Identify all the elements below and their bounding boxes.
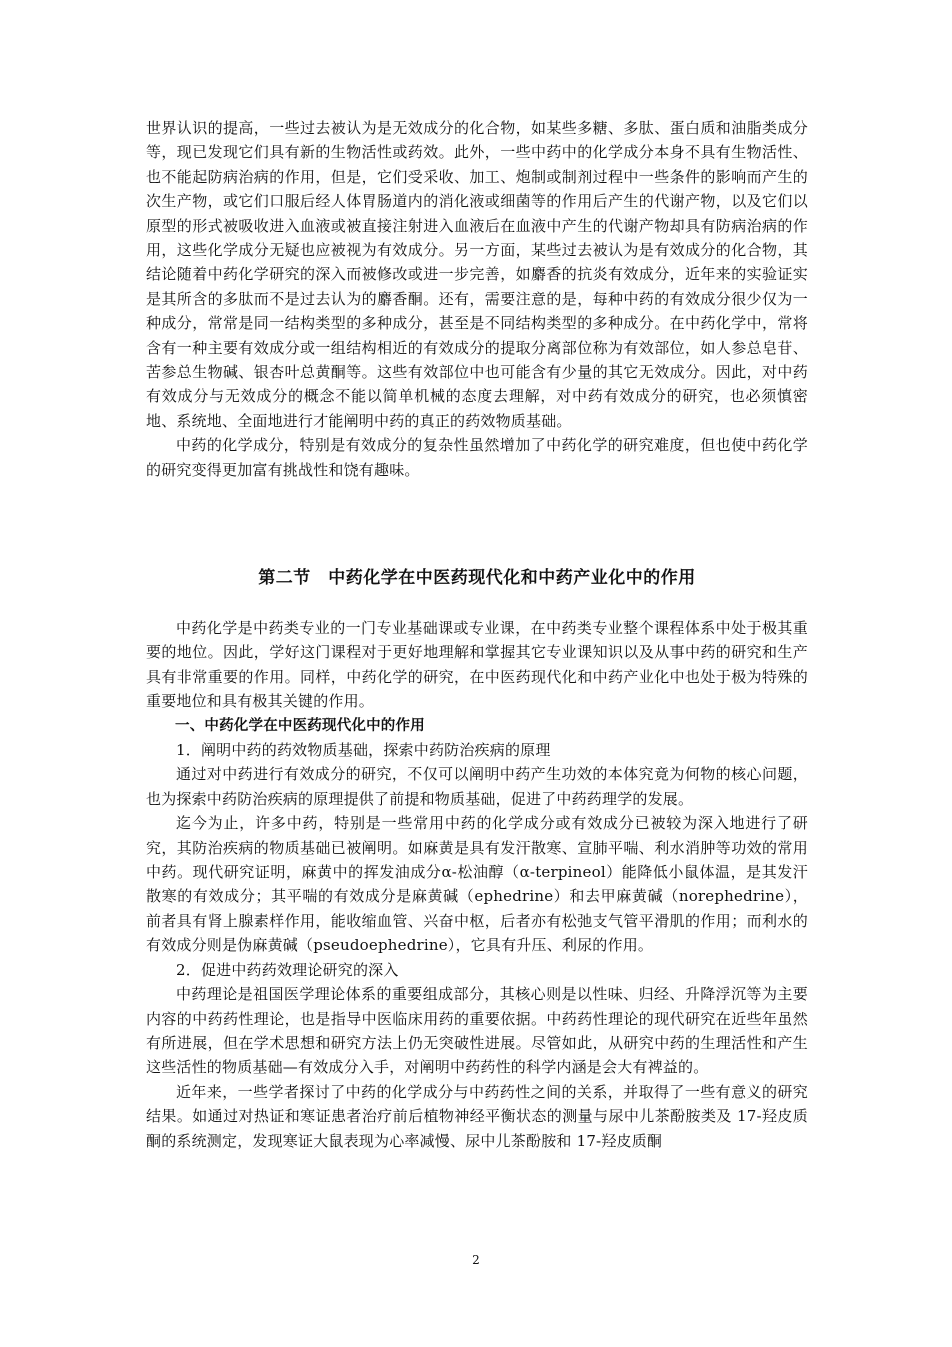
- paragraph-complexity: 中药的化学成分，特别是有效成分的复杂性虽然增加了中药化学的研究难度，但也使中药化学的研究变得更加富有挑战性和饶有趣味。: [146, 436, 808, 479]
- item-2-title: 2．促进中药药效理论研究的深入: [176, 960, 399, 979]
- item-1-paragraph-1: 通过对中药进行有效成分的研究，不仅可以阐明中药产生功效的本体究竟为何物的核心问题，也为探索中药防治疾病的原理提供了前提和物质基础，促进了中药药理学的发展。: [146, 765, 808, 808]
- section-two-body: [146, 616, 808, 1153]
- page-number: 2: [472, 1253, 480, 1267]
- paragraph-effective-components: 世界认识的提高，一些过去被认为是无效成分的化合物，如某些多糖、多肽、蛋白质和油脂类成分等，现已发现它们具有新的生物活性或药效。此外，一些中药中的化学成分本身不具有生物活性、也不能起防病治病的作用，但是，它们受采收、加工、炮制或制剂过程中一些条件的影响而产生的次生产物，或它们口服后经人体胃肠道内的消化液或细菌等的作用后产生的代谢产物，以及它们以原型的形式被吸收进入血液或被直接注射进入血液后在血液中产生的代谢产物却具有防病治病的作用，这些化学成分无疑也应被视为有效成分。另一方面，某些过去被认为是有效成分的化合物，其结论随着中药化学研究的深入而被修改或进一步完善，如麝香的抗炎有效成分，近年来的实验证实是其所含的多肽而不是过去认为的麝香酮。还有，需要注意的是，每种中药的有效成分很少仅为一种成分，常常是同一结构类型的多种成分，甚至是不同结构类型的多种成分。在中药化学中，常将含有一种主要有效成分或一组结构相近的有效成分的提取分离部位称为有效部位，如人参总皂苷、苦参总生物碱、银杏叶总黄酮等。这些有效部位中也可能含有少量的其它无效成分。因此，对中药有效成分与无效成分的概念不能以简单机械的态度去理解，对中药有效成分的研究，也必须慎密地、系统地、全面地进行才能阐明中药的真正的药效物质基础。: [146, 119, 808, 430]
- section-continuation: [146, 116, 808, 482]
- subheading: 一、中药化学在中医药现代化中的作用: [175, 717, 425, 734]
- item-1-paragraph-2: 迄今为止，许多中药，特别是一些常用中药的化学成分或有效成分已被较为深入地进行了研究，其防治疾病的物质基础已被阐明。如麻黄是具有发汗散寒、宣肺平喘、利水消肿等功效的常用中药。现代研究证明，麻黄中的挥发油成分α-松油醇（α-terpineol）能降低小鼠体温，是其发汗散寒的有效成分；其平喘的有效成分是麻黄碱（ephedrine）和去甲麻黄碱（norephedrine），前者具有肾上腺素样作用，能收缩血管、兴奋中枢，后者亦有松弛支气管平滑肌的作用；而利水的有效成分则是伪麻黄碱（pseudoephedrine），它具有升压、利尿的作用。: [146, 814, 808, 955]
- item-2-paragraph-1: 中药理论是祖国医学理论体系的重要组成部分，其核心则是以性味、归经、升降浮沉等为主要内容的中药药性理论，也是指导中医临床用药的重要依据。中药药性理论的现代研究在近些年虽然有所进展，但在学术思想和研究方法上仍无突破性进展。尽管如此，从研究中药的生理活性和产生这些活性的物质基础—有效成分入手，对阐明中药药性的科学内涵是会大有裨益的。: [146, 985, 808, 1077]
- item-1-title: 1．阐明中药的药效物质基础，探索中药防治疾病的原理: [176, 741, 551, 760]
- item-2-paragraph-2: 近年来，一些学者探讨了中药的化学成分与中药药性之间的关系，并取得了一些有意义的研究结果。如通过对热证和寒证患者治疗前后植物神经平衡状态的测量与尿中儿茶酚胺类及 17-羟皮质酮的系统测定，发现寒证大鼠表现为心率减慢、尿中儿茶酚胺和 17-羟皮质酮: [146, 1082, 808, 1150]
- section-title: 第二节 中药化学在中医药现代化和中药产业化中的作用: [258, 568, 696, 588]
- paragraph-intro: 中药化学是中药类专业的一门专业基础课或专业课，在中药类专业整个课程体系中处于极其重要的地位。因此，学好这门课程对于更好地理解和掌握其它专业课知识以及从事中药的研究和生产具有非常重要的作用。同样，中药化学的研究，在中医药现代化和中药产业化中也处于极为特殊的重要地位和具有极其关键的作用。: [146, 619, 808, 711]
